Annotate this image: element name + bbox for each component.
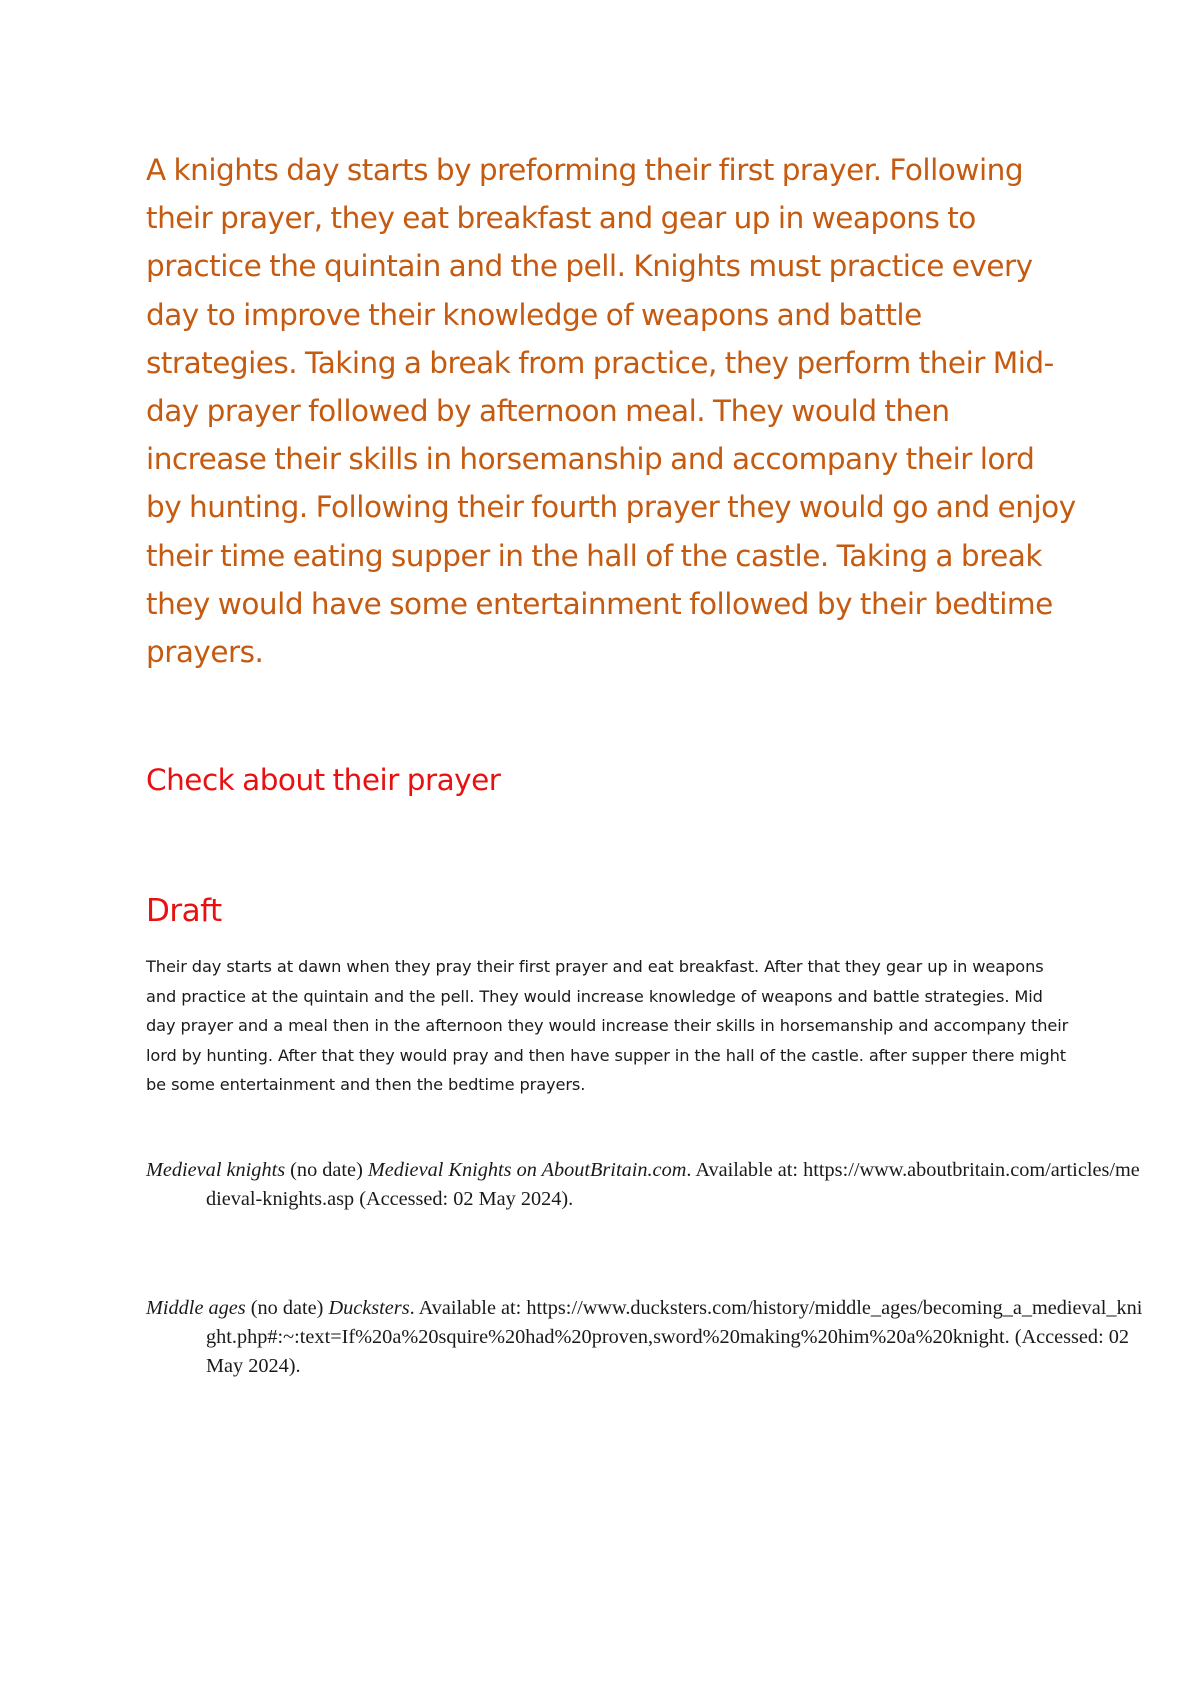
reference-available: . Available at: — [409, 1297, 527, 1319]
reference-source: Ducksters — [328, 1297, 410, 1319]
reference-entry — [146, 1294, 1146, 1381]
reference-title: Medieval knights — [146, 1159, 286, 1181]
reference-url[interactable]: https://www.ducksters.com/history/middle_ages/becoming_a_medieval_knight.php#:~:text=If%20a%20squire%20had%20proven,sword%20making%20him%20a%20knight — [206, 1297, 1143, 1348]
draft-heading: Draft — [146, 893, 222, 929]
main-paragraph: A knights day starts by preforming their first prayer. Following their prayer, they eat breakfast and gear up in weapons to practice the quintain and the pell. Knights must practice every day to improve their knowledge of weapons and battle strategies. Taking a break from practice, they perform their Mid-day prayer followed by afternoon meal. They would then increase their skills in horsemanship and accompany their lord by hunting. Following their fourth prayer they would go and enjoy their time eating supper in the hall of the castle. Taking a break they would have some entertainment followed by their bedtime prayers. — [146, 153, 1076, 670]
reference-date: (no date) — [285, 1159, 368, 1181]
reference-available: . Available at: — [686, 1159, 804, 1181]
check-heading: Check about their prayer — [146, 763, 501, 797]
reference-source: Medieval Knights on AboutBritain.com — [367, 1159, 687, 1181]
reference-entry — [146, 1156, 1146, 1214]
reference-title: Middle ages — [146, 1297, 246, 1319]
reference-accessed: . (Accessed: 02 May 2024). — [206, 1326, 1130, 1377]
reference-date: (no date) — [245, 1297, 329, 1319]
draft-paragraph: Their day starts at dawn when they pray their first prayer and eat breakfast. After that they gear up in weapons and practice at the quintain and the pell. They would increase knowledge of weapons and battle strategies. Mid day prayer and a meal then in the afternoon they would increase their skills in horsemanship and accompany their lord by hunting. After that they would pray and then have supper in the hall of the castle. after supper there might be some entertainment and then the bedtime prayers. — [146, 957, 1069, 1095]
reference-accessed: (Accessed: 02 May 2024). — [354, 1188, 574, 1210]
reference-url[interactable]: https://www.aboutbritain.com/articles/medieval-knights.asp — [206, 1159, 1140, 1210]
